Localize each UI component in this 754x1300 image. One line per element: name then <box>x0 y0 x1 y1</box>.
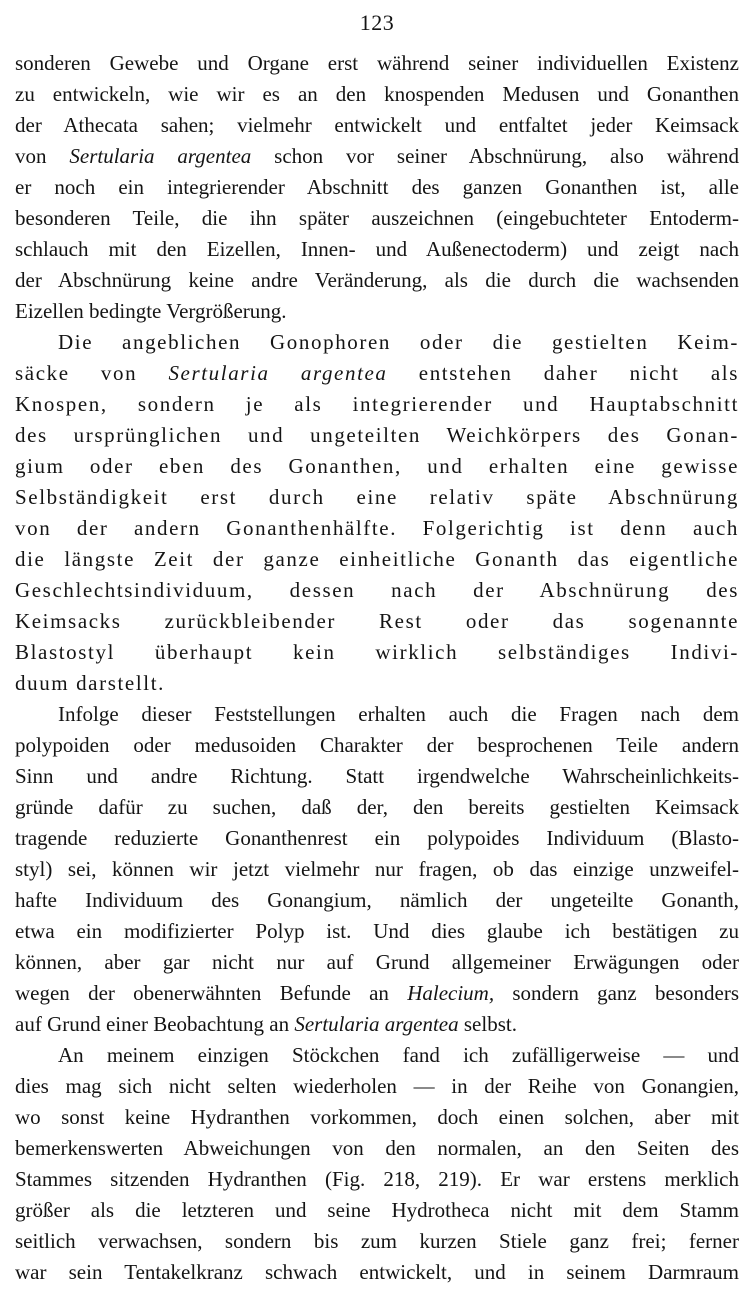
text-line <box>15 1164 739 1195</box>
text-line <box>15 420 739 451</box>
text-run: der Athecata sahen; vielmehr entwickelt und entfaltet jeder Keimsack <box>15 113 739 137</box>
text-run: wegen der obenerwähnten Befunde an <box>15 981 408 1005</box>
text-line <box>15 234 739 265</box>
text-line <box>15 823 739 854</box>
text-line <box>15 482 739 513</box>
italic-term: Sertularia argentea <box>168 361 388 385</box>
text-run: schlauch mit den Eizellen, Innen- und Außenectoderm) und zeigt nach <box>15 237 739 261</box>
text-line <box>15 203 739 234</box>
document-page <box>15 0 739 1288</box>
text-run: seitlich verwachsen, sondern bis zum kurzen Stiele ganz frei; ferner <box>15 1229 739 1253</box>
paragraph <box>15 327 739 699</box>
text-line <box>15 451 739 482</box>
text-line <box>15 1195 739 1226</box>
text-line <box>15 1257 739 1288</box>
paragraph <box>15 1040 739 1288</box>
text-run: die längste Zeit der ganze einheitliche Gonanth das eigentliche <box>15 547 739 571</box>
text-run: auf Grund einer Beobachtung an <box>15 1012 295 1036</box>
text-run: Selbständigkeit erst durch eine relativ späte Abschnürung <box>15 485 739 509</box>
text-line <box>15 265 739 296</box>
paragraph <box>15 699 739 1040</box>
text-line <box>15 606 739 637</box>
text-line <box>15 668 739 699</box>
text-run: sonderen Gewebe und Organe erst während seiner individuellen Existenz <box>15 51 739 75</box>
text-line <box>15 296 739 327</box>
text-run: wo sonst keine Hydranthen vorkommen, doch einen solchen, aber mit <box>15 1105 739 1129</box>
text-run: entstehen daher nicht als <box>387 361 739 385</box>
paragraph <box>15 48 739 327</box>
text-run: Knospen, sondern je als integrierender und Hauptabschnitt <box>15 392 739 416</box>
text-run: selbst. <box>458 1012 517 1036</box>
text-run: Blastostyl überhaupt kein wirklich selbständiges Indivi- <box>15 640 739 664</box>
italic-term: Sertularia argentea <box>69 144 252 168</box>
text-line <box>15 358 739 389</box>
text-line <box>15 1071 739 1102</box>
text-line <box>15 699 739 730</box>
text-line <box>15 1226 739 1257</box>
text-run: des ursprünglichen und ungeteilten Weichkörpers des Gonan- <box>15 423 739 447</box>
text-run: tragende reduzierte Gonanthenrest ein polypoides Individuum (Blasto- <box>15 826 739 850</box>
body-text <box>15 48 739 1288</box>
text-line <box>15 110 739 141</box>
text-line <box>15 1040 739 1071</box>
text-run: styl) sei, können wir jetzt vielmehr nur fragen, ob das einzige unzweifel- <box>15 857 739 881</box>
text-run: dies mag sich nicht selten wiederholen — in der Reihe von Gonangien, <box>15 1074 739 1098</box>
text-run: polypoiden oder medusoiden Charakter der besprochenen Teile andern <box>15 733 739 757</box>
text-line <box>15 637 739 668</box>
text-run: hafte Individuum des Gonangium, nämlich der ungeteilte Gonanth, <box>15 888 739 912</box>
text-line <box>15 141 739 172</box>
text-line <box>15 885 739 916</box>
text-line <box>15 513 739 544</box>
text-run: gium oder eben des Gonanthen, und erhalten eine gewisse <box>15 454 739 478</box>
text-line <box>15 48 739 79</box>
text-run: zu entwickeln, wie wir es an den knospenden Medusen und Gonanthen <box>15 82 739 106</box>
text-run: Die angeblichen Gonophoren oder die gestielten Keim- <box>58 330 739 354</box>
text-run: sondern ganz besonders <box>494 981 739 1005</box>
text-run: der Abschnürung keine andre Veränderung, als die durch die wachsenden <box>15 268 739 292</box>
text-run: Geschlechtsindividuum, dessen nach der Abschnürung des <box>15 578 739 602</box>
text-run: gründe dafür zu suchen, daß der, den bereits gestielten Keimsack <box>15 795 739 819</box>
text-line <box>15 1133 739 1164</box>
text-run: duum darstellt. <box>15 671 165 695</box>
text-line <box>15 327 739 358</box>
text-run: war sein Tentakelkranz schwach entwickelt, und in seinem Darmraum <box>15 1260 739 1284</box>
text-run: Sinn und andre Richtung. Statt irgendwelche Wahrscheinlichkeits- <box>15 764 739 788</box>
text-run: Keimsacks zurückbleibender Rest oder das sogenannte <box>15 609 739 633</box>
text-run: Stammes sitzenden Hydranthen (Fig. 218, 219). Er war erstens merklich <box>15 1167 739 1191</box>
text-line <box>15 1102 739 1133</box>
text-run: Infolge dieser Feststellungen erhalten auch die Fragen nach dem <box>58 702 739 726</box>
text-line <box>15 792 739 823</box>
text-line <box>15 1009 739 1040</box>
text-run: von der andern Gonanthenhälfte. Folgerichtig ist denn auch <box>15 516 739 540</box>
text-line <box>15 389 739 420</box>
text-run: Eizellen bedingte Vergrößerung. <box>15 299 287 323</box>
text-run: etwa ein modifizierter Polyp ist. Und dies glaube ich bestätigen zu <box>15 919 739 943</box>
text-run: größer als die letzteren und seine Hydrotheca nicht mit dem Stamm <box>15 1198 739 1222</box>
text-run: er noch ein integrierender Abschnitt des ganzen Gonanthen ist, alle <box>15 175 739 199</box>
text-run: An meinem einzigen Stöckchen fand ich zufälligerweise — und <box>58 1043 739 1067</box>
text-line <box>15 947 739 978</box>
text-run: besonderen Teile, die ihn später auszeichnen (eingebuchteter Entoderm- <box>15 206 739 230</box>
italic-term: Sertularia argentea <box>294 1012 459 1036</box>
text-line <box>15 761 739 792</box>
text-run: säcke von <box>15 361 169 385</box>
text-line <box>15 730 739 761</box>
text-run: schon vor seiner Abschnürung, also während <box>251 144 740 168</box>
text-run: bemerkenswerten Abweichungen von den normalen, an den Seiten des <box>15 1136 739 1160</box>
text-line <box>15 854 739 885</box>
text-run: können, aber gar nicht nur auf Grund allgemeiner Erwägungen oder <box>15 950 739 974</box>
text-line <box>15 575 739 606</box>
text-line <box>15 544 739 575</box>
text-line <box>15 978 739 1009</box>
text-line <box>15 79 739 110</box>
italic-term: Halecium, <box>407 981 495 1005</box>
text-line <box>15 916 739 947</box>
text-run: von <box>15 144 70 168</box>
text-line <box>15 172 739 203</box>
page-number: 123 <box>359 10 395 35</box>
